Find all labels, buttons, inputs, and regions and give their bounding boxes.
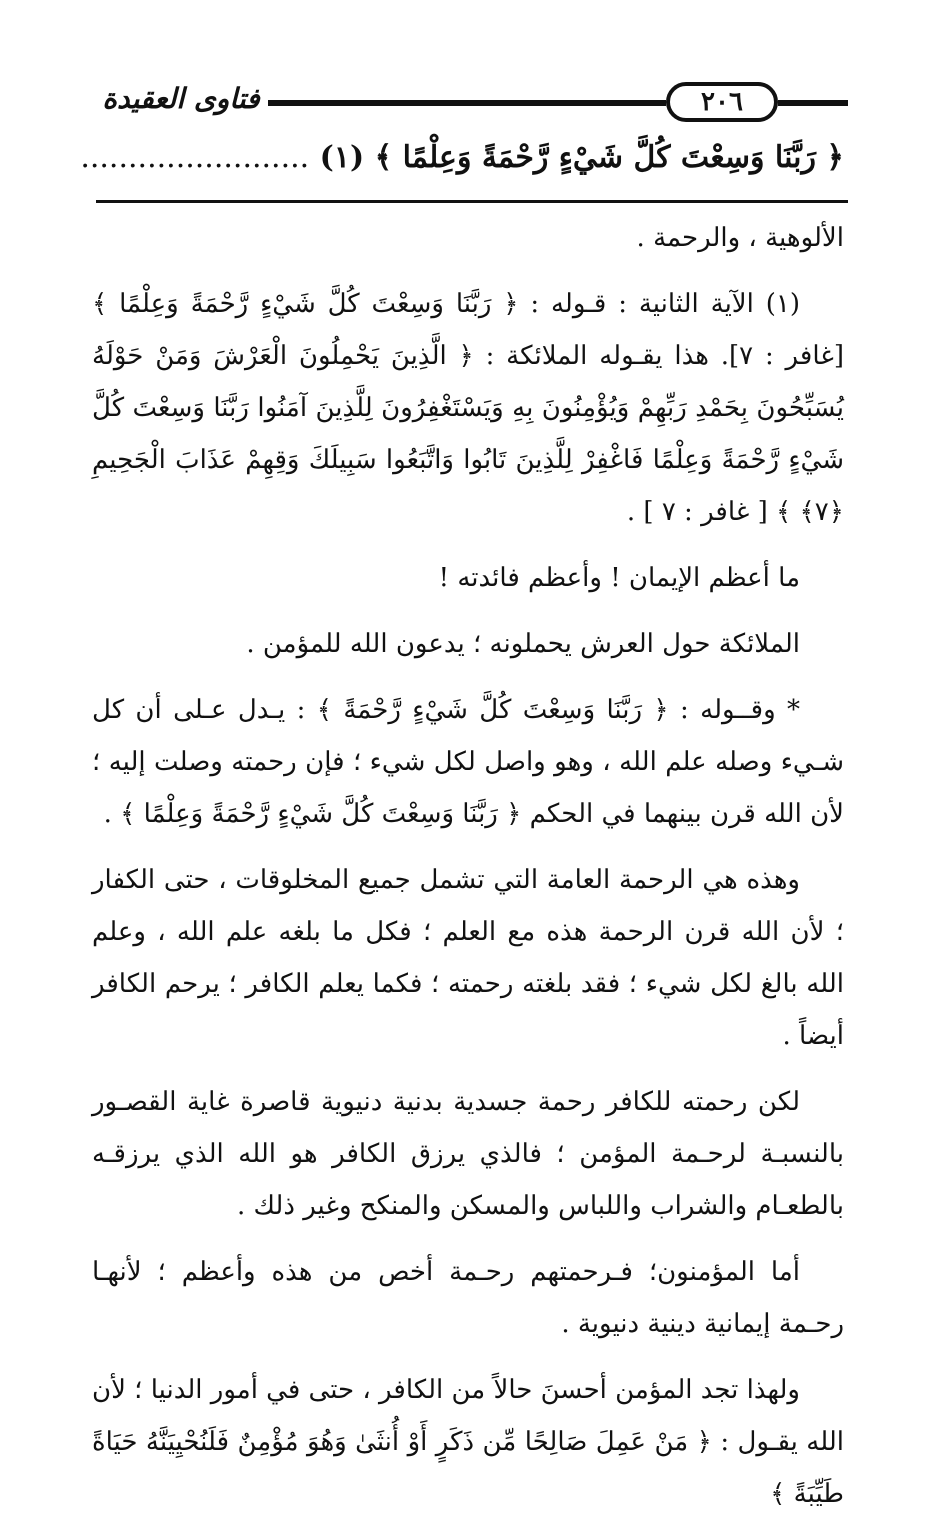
paragraph-2: (١) الآية الثانية : قـوله : ﴿ رَبَّنَا وَسِعْتَ كُلَّ شَيْءٍ رَّحْمَةً وَعِلْمًا ﴾ [غافر : ٧]. هذا يقـوله الملائكة : ﴿ الَّذِينَ يَحْمِلُونَ الْعَرْشَ وَمَنْ حَوْلَهُ يُسَبِّحُونَ بِحَمْدِ رَبِّهِمْ وَيُؤْمِنُونَ بِهِ وَيَسْتَغْفِرُونَ لِلَّذِينَ آمَنُوا رَبَّنَا وَسِعْتَ كُلَّ شَيْءٍ رَّحْمَةً وَعِلْمًا فَاغْفِرْ لِلَّذِينَ تَابُوا وَاتَّبَعُوا سَبِيلَكَ وَقِهِمْ عَذَابَ الْجَحِيمِ ﴿٧﴾ ﴾ [ غافر : ٧ ] . bbox=[92, 289, 844, 527]
paragraph-5: * وقــوله : ﴿ رَبَّنَا وَسِعْتَ كُلَّ شَيْءٍ رَّحْمَةً ﴾ : يـدل عـلى أن كل شـيء وصله علم الله ، وهو واصل لكل شيء ؛ فإن رحمته وصلت إليه ؛ لأن الله قرن بينهما في الحكم ﴿ رَبَّنَا وَسِعْتَ كُلَّ شَيْءٍ رَّحْمَةً وَعِلْمًا ﴾ . bbox=[92, 695, 844, 829]
book-title: فتاوى العقيدة bbox=[102, 82, 260, 115]
paragraph-3: ما أعظم الإيمان ! وأعظم فائدته ! bbox=[438, 563, 800, 593]
header-rule-right bbox=[778, 100, 848, 106]
paragraph-8: أما المؤمنون؛ فـرحمتهم رحـمة أخص من هذه وأعظم ؛ لأنهـا رحـمة إيمانية دينية دنيوية . bbox=[92, 1257, 844, 1339]
running-verse-dots: ........................ bbox=[80, 140, 310, 175]
running-verse-text: ﴿ رَبَّنَا وَسِعْتَ كُلَّ شَيْءٍ رَّحْمَةً وَعِلْمًا ﴾ (١) bbox=[319, 140, 844, 175]
paragraph-1: الألوهية ، والرحمة . bbox=[636, 223, 844, 253]
paragraph-7: لكن رحمته للكافر رحمة جسدية بدنية دنيوية قاصرة غاية القصـور بالنسبـة لرحـمة المؤمن ؛ فالذي يرزق الكافر هو الله الذي يرزقـه بالطعـام والشراب واللباس والمسكن والمنكح وغير ذلك . bbox=[92, 1087, 844, 1221]
page-header bbox=[96, 78, 848, 128]
page-body bbox=[92, 212, 844, 1534]
running-head-verse bbox=[80, 134, 844, 182]
paragraph-9: ولهذا تجد المؤمن أحسنَ حالاً من الكافر ، حتى في أمور الدنيا ؛ لأن الله يقـول : ﴿ مَنْ عَمِلَ صَالِحًا مِّن ذَكَرٍ أَوْ أُنثَىٰ وَهُوَ مُؤْمِنٌ فَلَنُحْيِيَنَّهُ حَيَاةً طَيِّبَةً ﴾ bbox=[92, 1375, 844, 1509]
page-number: ٢٠٦ bbox=[666, 82, 778, 122]
header-divider bbox=[96, 200, 848, 203]
paragraph-6: وهذه هي الرحمة العامة التي تشمل جميع المخلوقات ، حتى الكفار ؛ لأن الله قرن الرحمة هذه مع العلم ؛ فكل ما بلغه علم الله ، وعلم الله بالغ لكل شيء ؛ فقد بلغته رحمته ؛ فكما يعلم الكافر ؛ يرحم الكافر أيضاً . bbox=[92, 865, 844, 1051]
paragraph-4: الملائكة حول العرش يحملونه ؛ يدعون الله للمؤمن . bbox=[246, 629, 800, 659]
header-rule-middle bbox=[268, 100, 666, 106]
